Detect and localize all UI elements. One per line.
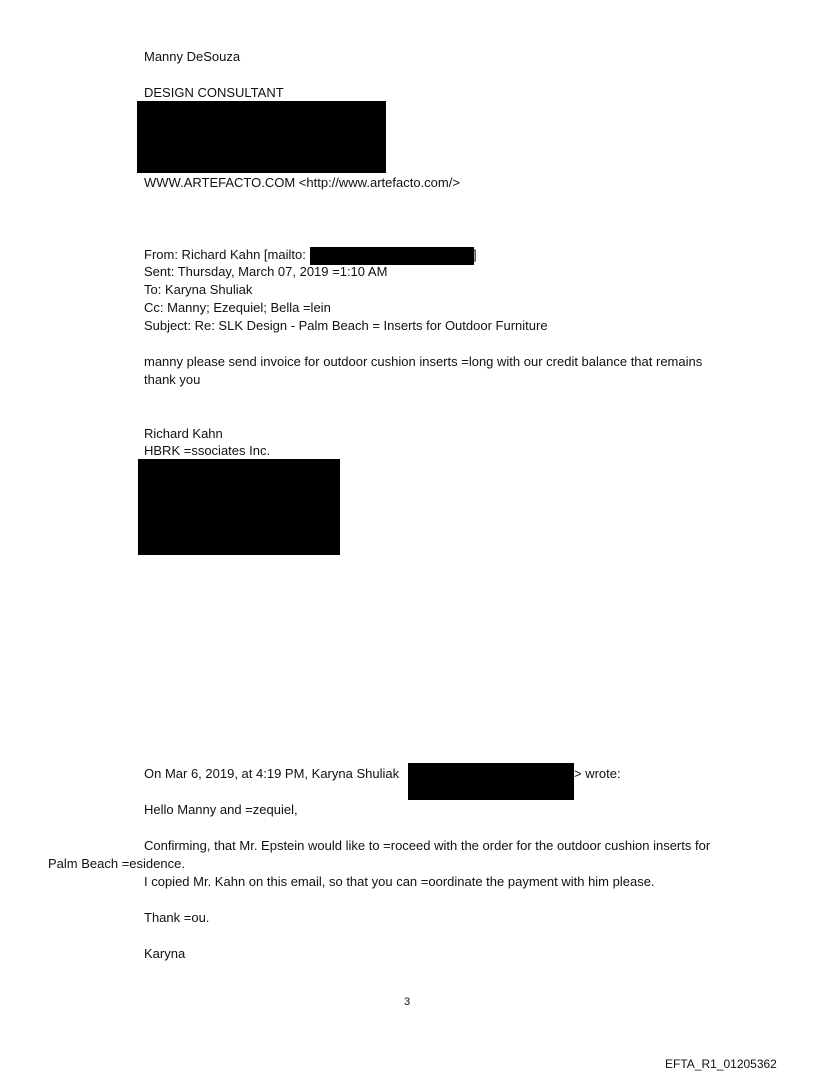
reply-signature-name: Richard Kahn (144, 426, 223, 441)
signature-name: Manny DeSouza (144, 49, 241, 64)
header-from: From: Richard Kahn [mailto: (144, 247, 306, 262)
redaction-box (408, 763, 574, 800)
header-from-close: ] (473, 247, 477, 262)
header-to: To: Karyna Shuliak (144, 282, 253, 297)
quoted-greeting: Hello Manny and =zequiel, (144, 802, 298, 817)
quoted-paragraph-line: Confirming, that Mr. Epstein would like to =roceed with the order for the outdoor cushion inserts for (144, 838, 711, 853)
header-cc: Cc: Manny; Ezequiel; Bella =lein (144, 300, 331, 315)
reply-signature-company: HBRK =ssociates Inc. (144, 443, 271, 458)
redaction-box (310, 247, 474, 265)
header-subject: Subject: Re: SLK Design - Palm Beach = Inserts for Outdoor Furniture (144, 318, 548, 333)
page-number: 3 (404, 996, 411, 1008)
quoted-thanks: Thank =ou. (144, 910, 210, 925)
quoted-intro: On Mar 6, 2019, at 4:19 PM, Karyna Shuliak (144, 766, 400, 781)
signature-title: DESIGN CONSULTANT (144, 85, 284, 100)
header-sent: Sent: Thursday, March 07, 2019 =1:10 AM (144, 264, 388, 279)
quoted-paragraph-line: Palm Beach =esidence. (48, 856, 185, 871)
redaction-box (137, 101, 386, 173)
bates-number: EFTA_R1_01205362 (665, 1057, 777, 1071)
reply-body-line: thank you (144, 372, 201, 387)
redaction-box (138, 459, 340, 555)
reply-body-line: manny please send invoice for outdoor cushion inserts =long with our credit balance that remains (144, 354, 703, 369)
quoted-paragraph-line: I copied Mr. Kahn on this email, so that you can =oordinate the payment with him please. (144, 874, 655, 889)
quoted-signoff: Karyna (144, 946, 186, 961)
quoted-intro-end: > wrote: (574, 766, 621, 781)
signature-website: WWW.ARTEFACTO.COM <http://www.artefacto.com/> (144, 175, 460, 190)
